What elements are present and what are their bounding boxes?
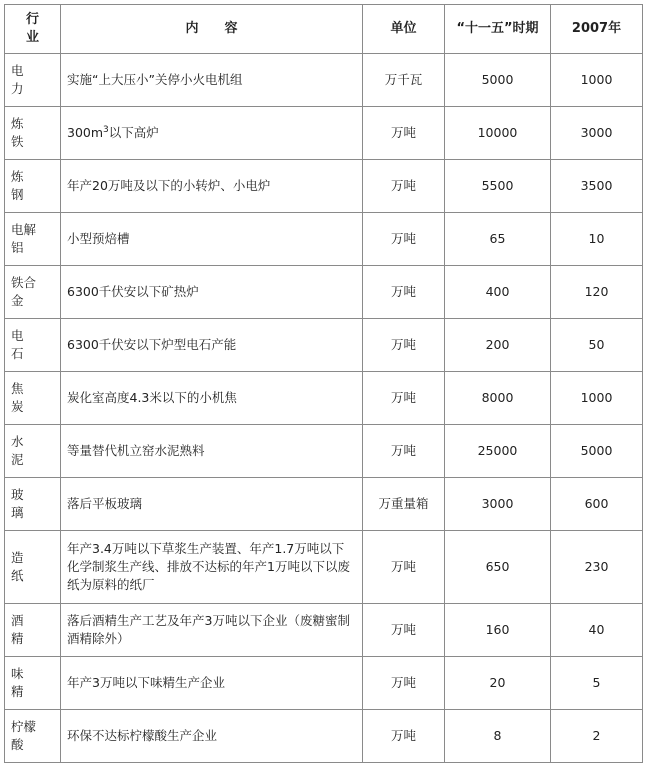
table-row <box>5 531 643 604</box>
header-content: 内 容 <box>61 5 363 54</box>
content-cell: 等量替代机立窑水泥熟料 <box>61 425 363 478</box>
unit-cell: 万重量箱 <box>363 478 445 531</box>
industry-cell <box>5 478 61 531</box>
industry-cell <box>5 657 61 710</box>
plan-cell: 3000 <box>445 478 551 531</box>
content-cell: 炭化室高度4.3米以下的小机焦 <box>61 372 363 425</box>
plan-cell: 5000 <box>445 54 551 107</box>
header-unit: 单位 <box>363 5 445 54</box>
table-row <box>5 54 643 107</box>
year-cell: 120 <box>551 266 643 319</box>
header-year: 2007年 <box>551 5 643 54</box>
industry-cell <box>5 710 61 763</box>
content-cell: 环保不达标柠檬酸生产企业 <box>61 710 363 763</box>
elimination-table <box>4 4 643 763</box>
table-row <box>5 160 643 213</box>
industry-text: 酒 精 <box>11 613 24 646</box>
unit-cell: 万吨 <box>363 710 445 763</box>
header-plan: “十一五”时期 <box>445 5 551 54</box>
content-cell: 小型预焙槽 <box>61 213 363 266</box>
year-cell: 2 <box>551 710 643 763</box>
plan-cell: 8000 <box>445 372 551 425</box>
industry-text: 柠檬 酸 <box>11 719 37 752</box>
year-cell: 3500 <box>551 160 643 213</box>
table-row <box>5 266 643 319</box>
content-cell <box>61 107 363 160</box>
table-row <box>5 425 643 478</box>
industry-cell <box>5 425 61 478</box>
industry-cell <box>5 160 61 213</box>
industry-text: 电 力 <box>11 63 24 96</box>
industry-text: 铁合 金 <box>11 275 37 308</box>
unit-cell: 万吨 <box>363 107 445 160</box>
content-cell: 落后酒精生产工艺及年产3万吨以下企业（废糖蜜制酒精除外） <box>61 604 363 657</box>
industry-cell <box>5 604 61 657</box>
plan-cell: 650 <box>445 531 551 604</box>
industry-text: 水 泥 <box>11 434 24 467</box>
plan-cell: 5500 <box>445 160 551 213</box>
plan-cell: 400 <box>445 266 551 319</box>
unit-cell: 万吨 <box>363 425 445 478</box>
table-row <box>5 372 643 425</box>
table-row <box>5 319 643 372</box>
unit-cell: 万吨 <box>363 319 445 372</box>
unit-cell: 万吨 <box>363 266 445 319</box>
header-industry-text: 行 业 <box>25 12 39 45</box>
content-superscript: 3 <box>103 124 109 135</box>
content-cell: 年产3万吨以下味精生产企业 <box>61 657 363 710</box>
year-cell: 10 <box>551 213 643 266</box>
content-cell: 6300千伏安以下矿热炉 <box>61 266 363 319</box>
industry-text: 炼 钢 <box>11 169 24 202</box>
industry-text: 造 纸 <box>11 550 24 583</box>
unit-cell: 万吨 <box>363 604 445 657</box>
year-cell: 230 <box>551 531 643 604</box>
content-cell: 年产3.4万吨以下草浆生产装置、年产1.7万吨以下化学制浆生产线、排放不达标的年产1万吨以下以废纸为原料的纸厂 <box>61 531 363 604</box>
industry-text: 焦 炭 <box>11 381 24 414</box>
unit-cell: 万千瓦 <box>363 54 445 107</box>
industry-cell <box>5 266 61 319</box>
content-suffix: 以下高炉 <box>108 125 159 140</box>
industry-text: 炼 铁 <box>11 116 24 149</box>
content-cell: 6300千伏安以下炉型电石产能 <box>61 319 363 372</box>
unit-cell: 万吨 <box>363 160 445 213</box>
content-cell: 年产20万吨及以下的小转炉、小电炉 <box>61 160 363 213</box>
table-row <box>5 657 643 710</box>
content-cell: 实施“上大压小”关停小火电机组 <box>61 54 363 107</box>
plan-cell: 8 <box>445 710 551 763</box>
year-cell: 600 <box>551 478 643 531</box>
content-prefix: 300m <box>67 125 104 140</box>
industry-cell <box>5 531 61 604</box>
industry-text: 味 精 <box>11 666 24 699</box>
year-cell: 3000 <box>551 107 643 160</box>
header-row <box>5 5 643 54</box>
industry-text: 电解 铝 <box>11 222 37 255</box>
unit-cell: 万吨 <box>363 657 445 710</box>
year-cell: 1000 <box>551 54 643 107</box>
year-cell: 50 <box>551 319 643 372</box>
industry-cell <box>5 372 61 425</box>
industry-cell <box>5 54 61 107</box>
industry-text: 电 石 <box>11 328 24 361</box>
year-cell: 40 <box>551 604 643 657</box>
industry-cell <box>5 107 61 160</box>
unit-cell: 万吨 <box>363 531 445 604</box>
year-cell: 5000 <box>551 425 643 478</box>
plan-cell: 10000 <box>445 107 551 160</box>
plan-cell: 65 <box>445 213 551 266</box>
plan-cell: 160 <box>445 604 551 657</box>
table-row <box>5 478 643 531</box>
table-row <box>5 604 643 657</box>
unit-cell: 万吨 <box>363 372 445 425</box>
table-row <box>5 107 643 160</box>
year-cell: 1000 <box>551 372 643 425</box>
plan-cell: 20 <box>445 657 551 710</box>
unit-cell: 万吨 <box>363 213 445 266</box>
table-row <box>5 710 643 763</box>
table-row <box>5 213 643 266</box>
industry-cell <box>5 319 61 372</box>
year-cell: 5 <box>551 657 643 710</box>
industry-text: 玻 璃 <box>11 487 24 520</box>
industry-cell <box>5 213 61 266</box>
content-cell: 落后平板玻璃 <box>61 478 363 531</box>
plan-cell: 25000 <box>445 425 551 478</box>
header-industry <box>5 5 61 54</box>
plan-cell: 200 <box>445 319 551 372</box>
